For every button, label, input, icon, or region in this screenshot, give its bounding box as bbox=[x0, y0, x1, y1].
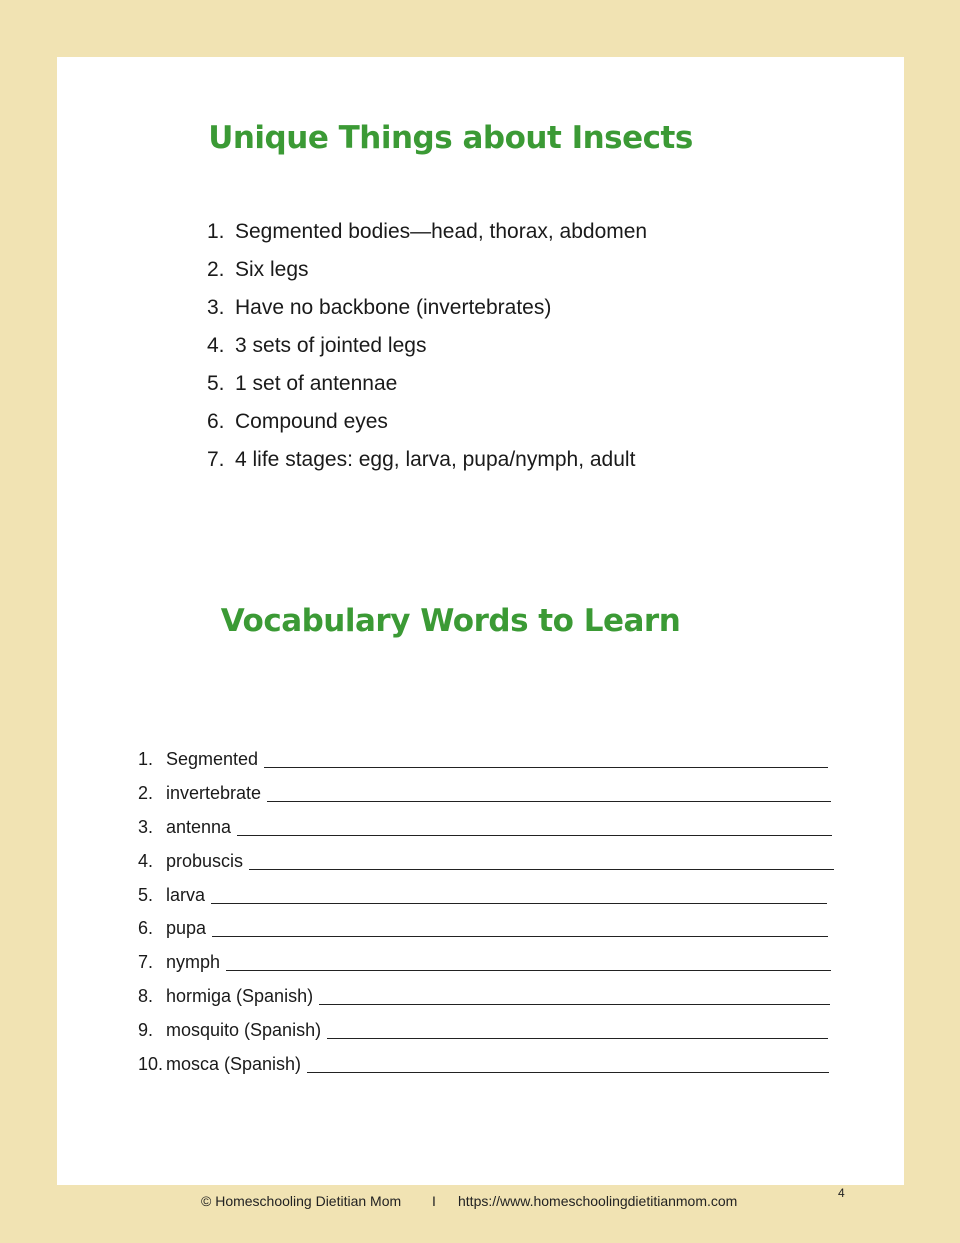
answer-line[interactable] bbox=[237, 817, 832, 836]
item-text: Have no backbone (invertebrates) bbox=[235, 296, 552, 319]
copyright-text: © Homeschooling Dietitian Mom bbox=[201, 1193, 402, 1209]
item-number: 4. bbox=[138, 850, 154, 871]
vocab-item bbox=[138, 915, 834, 949]
vocab-word: hormiga (Spanish) bbox=[166, 986, 314, 1007]
item-text: Six legs bbox=[235, 258, 309, 281]
page-footer bbox=[0, 1186, 960, 1214]
list-item bbox=[207, 217, 647, 255]
item-text: 4 life stages: egg, larva, pupa/nymph, adult bbox=[235, 448, 636, 471]
list-item bbox=[207, 445, 647, 483]
item-number: 9. bbox=[138, 1020, 154, 1041]
vocab-word: probuscis bbox=[166, 850, 244, 871]
item-text: Segmented bodies—head, thorax, abdomen bbox=[235, 220, 648, 243]
answer-line[interactable] bbox=[267, 783, 831, 802]
list-item bbox=[207, 293, 647, 331]
item-text: 3 sets of jointed legs bbox=[235, 334, 427, 357]
insect-facts-list bbox=[207, 217, 647, 483]
vocab-item bbox=[138, 780, 834, 814]
vocabulary-list bbox=[138, 746, 834, 1085]
answer-line[interactable] bbox=[226, 952, 831, 971]
list-item bbox=[207, 331, 647, 369]
vocab-word: mosca (Spanish) bbox=[166, 1054, 302, 1075]
item-number: 6. bbox=[207, 410, 225, 433]
answer-line[interactable] bbox=[211, 885, 827, 904]
item-number: 1. bbox=[138, 749, 154, 769]
vocab-item bbox=[138, 949, 834, 983]
worksheet-page bbox=[57, 57, 904, 1185]
answer-line[interactable] bbox=[249, 851, 834, 870]
item-number: 3. bbox=[138, 816, 154, 837]
list-item bbox=[207, 407, 647, 445]
footer-separator: I bbox=[432, 1193, 436, 1209]
vocab-item bbox=[138, 983, 834, 1017]
item-number: 7. bbox=[207, 448, 225, 471]
vocab-item bbox=[138, 1051, 834, 1085]
vocab-word: nymph bbox=[166, 952, 221, 973]
answer-line[interactable] bbox=[264, 749, 828, 768]
item-number: 8. bbox=[138, 986, 154, 1007]
item-text: 1 set of antennae bbox=[235, 372, 398, 395]
vocab-word: Segmented bbox=[166, 749, 259, 769]
page-number: 4 bbox=[838, 1186, 845, 1200]
item-number: 5. bbox=[138, 884, 154, 905]
vocab-item bbox=[138, 746, 834, 780]
vocab-item bbox=[138, 814, 834, 848]
list-item bbox=[207, 255, 647, 293]
item-number: 10. bbox=[138, 1054, 164, 1075]
vocab-word: antenna bbox=[166, 816, 232, 837]
vocab-word: mosquito (Spanish) bbox=[166, 1020, 322, 1041]
website-link[interactable]: https://www.homeschoolingdietitianmom.com bbox=[458, 1193, 738, 1209]
item-number: 2. bbox=[138, 782, 154, 803]
list-item bbox=[207, 369, 647, 407]
answer-line[interactable] bbox=[212, 918, 828, 937]
item-number: 5. bbox=[207, 372, 225, 395]
item-number: 6. bbox=[138, 918, 154, 939]
vocab-item bbox=[138, 848, 834, 882]
item-number: 7. bbox=[138, 952, 154, 973]
item-number: 1. bbox=[207, 220, 225, 243]
vocab-word: pupa bbox=[166, 918, 207, 939]
vocab-word: larva bbox=[166, 884, 206, 905]
vocab-word: invertebrate bbox=[166, 782, 262, 803]
vocabulary-heading: Vocabulary Words to Learn bbox=[220, 603, 681, 639]
answer-line[interactable] bbox=[319, 986, 830, 1005]
item-number: 4. bbox=[207, 334, 225, 357]
item-text: Compound eyes bbox=[235, 410, 388, 433]
vocab-item bbox=[138, 882, 834, 916]
vocab-item bbox=[138, 1017, 834, 1051]
item-number: 3. bbox=[207, 296, 225, 319]
item-number: 2. bbox=[207, 258, 225, 281]
answer-line[interactable] bbox=[307, 1054, 829, 1073]
answer-line[interactable] bbox=[327, 1020, 828, 1039]
unique-things-heading: Unique Things about Insects bbox=[208, 120, 693, 156]
